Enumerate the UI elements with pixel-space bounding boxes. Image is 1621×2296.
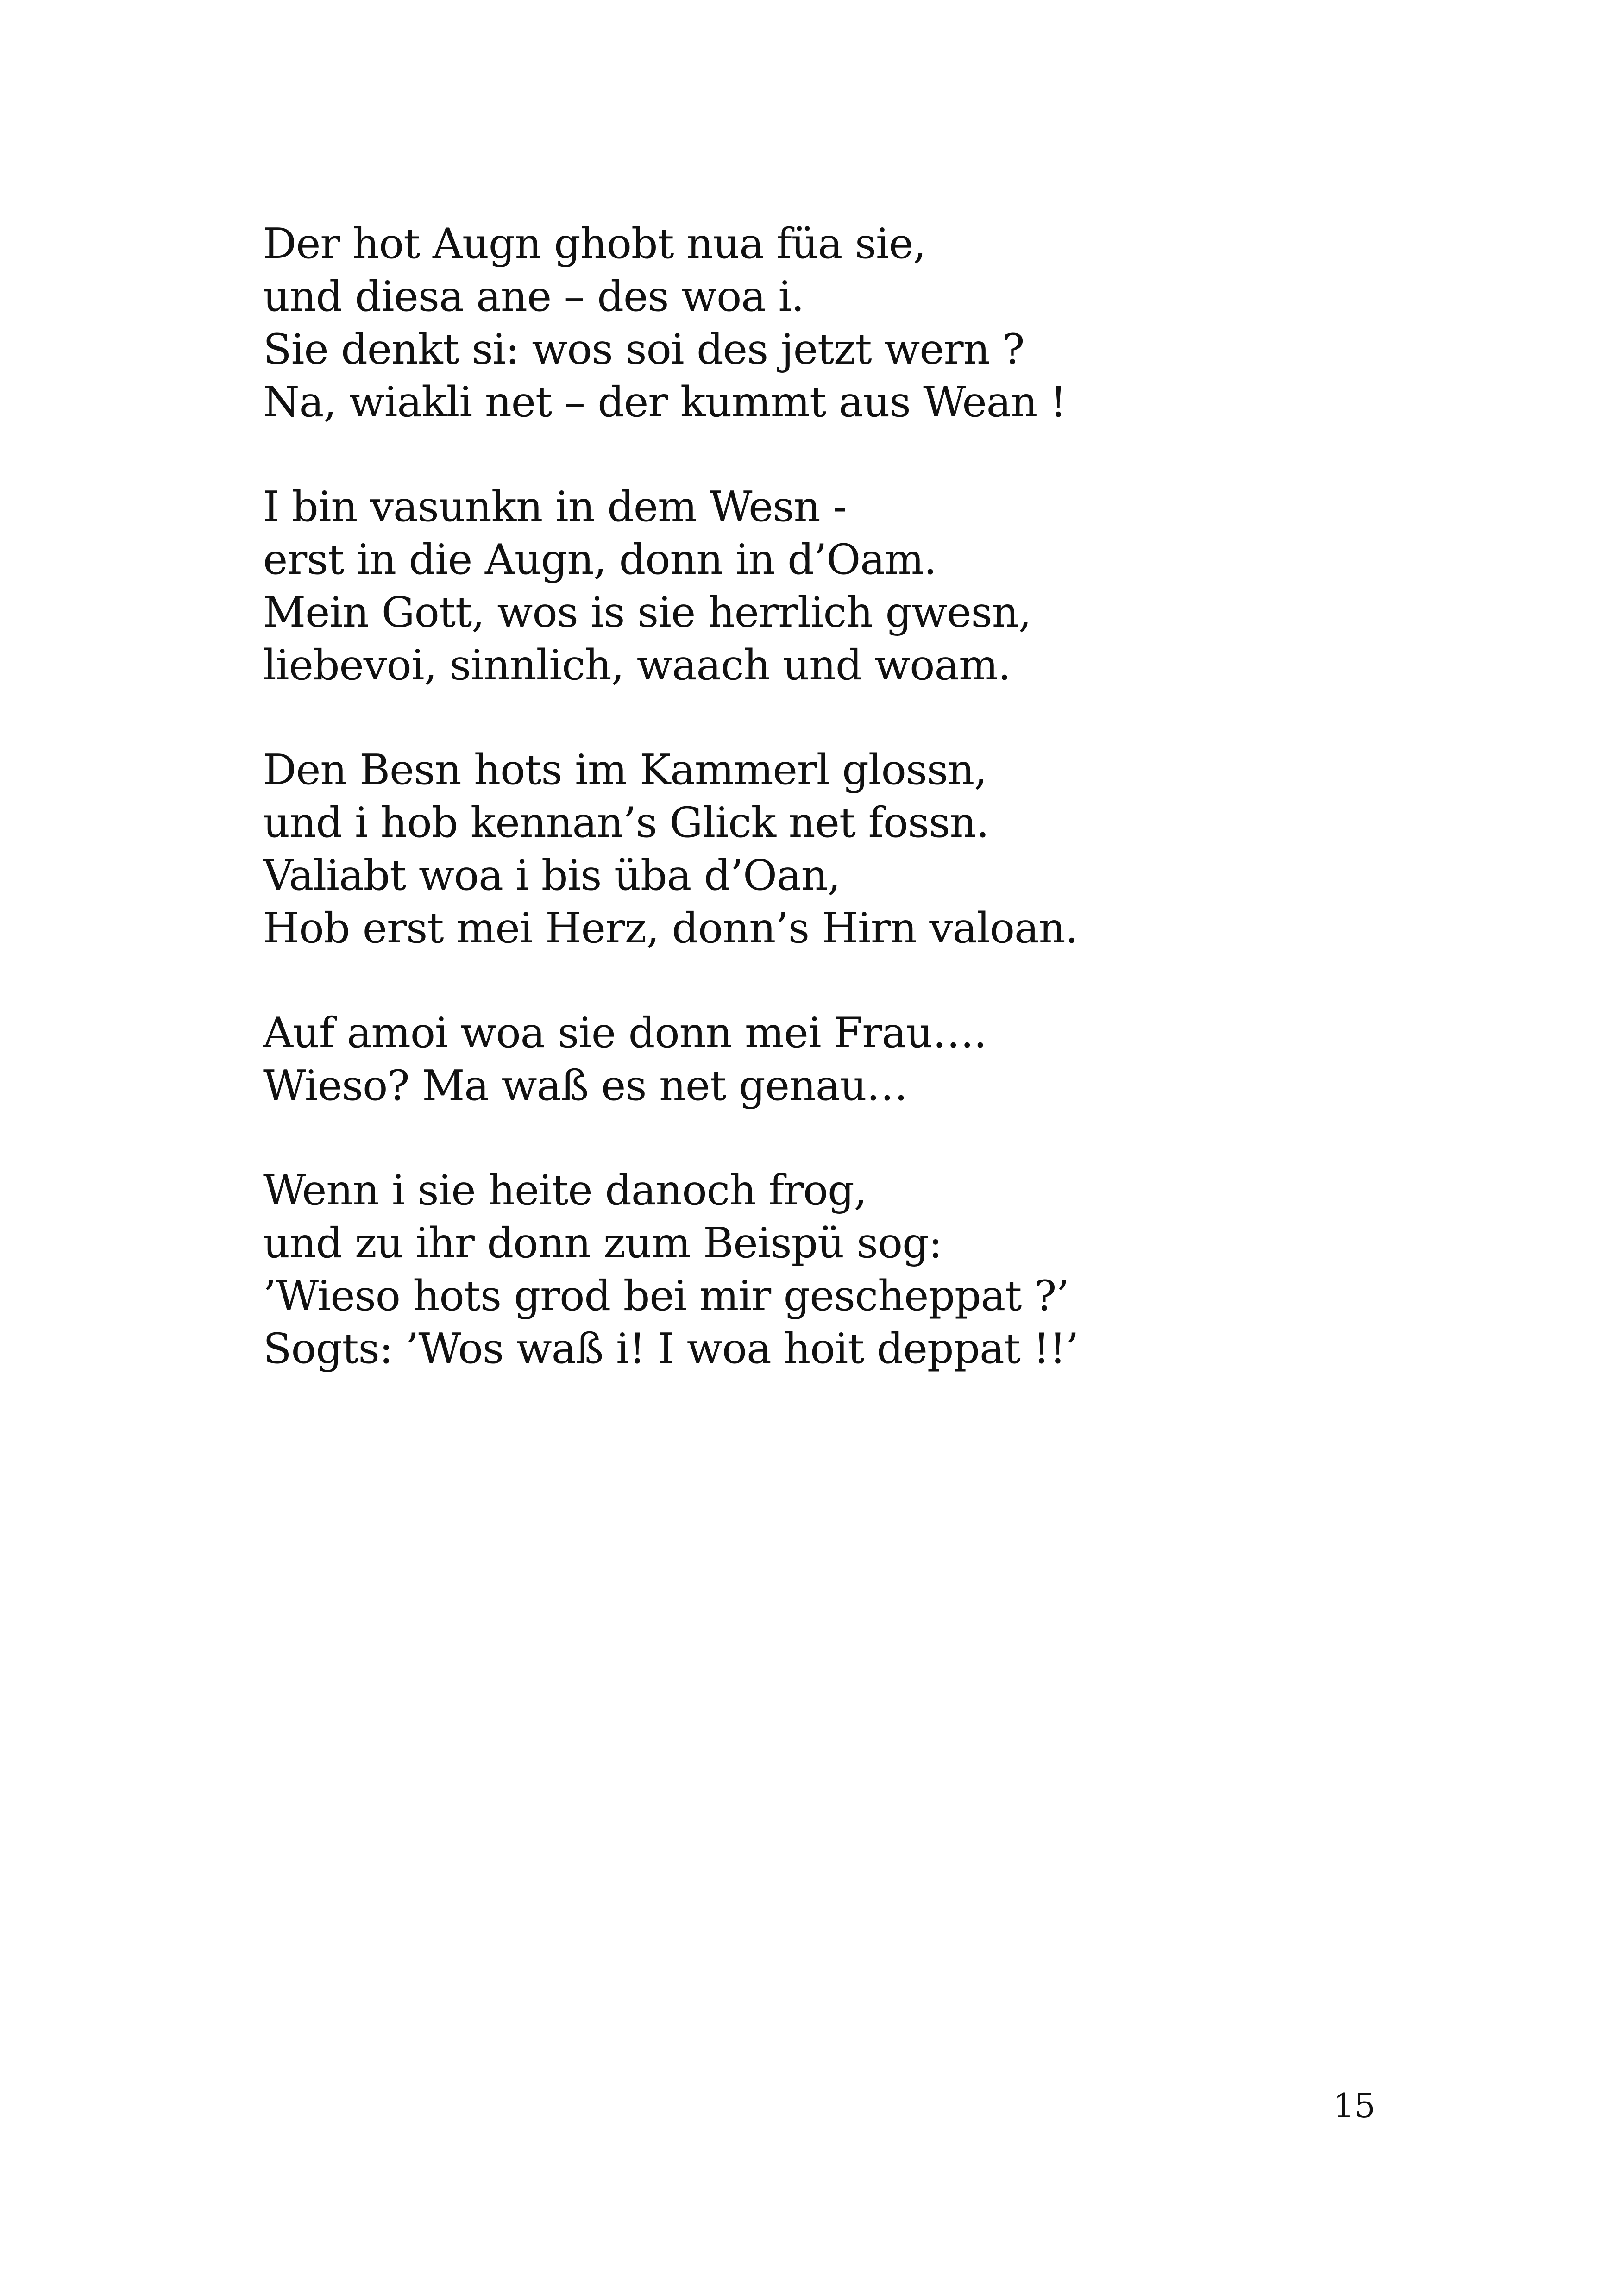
poem-line: und diesa ane – des woa i. [263,272,804,321]
poem-line: Wieso? Ma waß es net genau… [263,1061,908,1110]
poem-line: und i hob kennan’s Glick net fossn. [263,798,989,847]
poem-line: Sie denkt si: wos soi des jetzt wern ? [263,325,1024,374]
poem-line: I bin vasunkn in dem Wesn - [263,483,847,531]
stanza-2 [263,481,1467,692]
page-number: 15 [1333,2086,1376,2125]
poem-line: Mein Gott, wos is sie herrlich gwesn, [263,588,1031,637]
poem-line: Na, wiakli net – der kummt aus Wean ! [263,378,1067,427]
poem-line: Sogts: ’Wos waß i! I woa hoit deppat !!’ [263,1324,1079,1373]
stanza-5 [263,1164,1467,1375]
stanza-3 [263,744,1467,955]
poem-line: Wenn i sie heite danoch frog, [263,1166,867,1215]
poem-line: Den Besn hots im Kammerl glossn, [263,746,987,794]
poem-line: Valiabt woa i bis üba d’Oan, [263,851,841,900]
stanza-4 [263,1007,1467,1112]
poem-line: und zu ihr donn zum Beispü sog: [263,1219,942,1267]
stanza-1 [263,218,1467,429]
poem-line: Hob erst mei Herz, donn’s Hirn valoan. [263,904,1078,953]
poem-line: Der hot Augn ghobt nua füa sie, [263,220,926,268]
poem-line: erst in die Augn, donn in d’Oam. [263,535,936,584]
poem-line: Auf amoi woa sie donn mei Frau…. [263,1009,986,1057]
poem-line: liebevoi, sinnlich, waach und woam. [263,641,1011,690]
poem [263,218,1467,1427]
poem-line: ’Wieso hots grod bei mir gescheppat ?’ [263,1272,1069,1320]
